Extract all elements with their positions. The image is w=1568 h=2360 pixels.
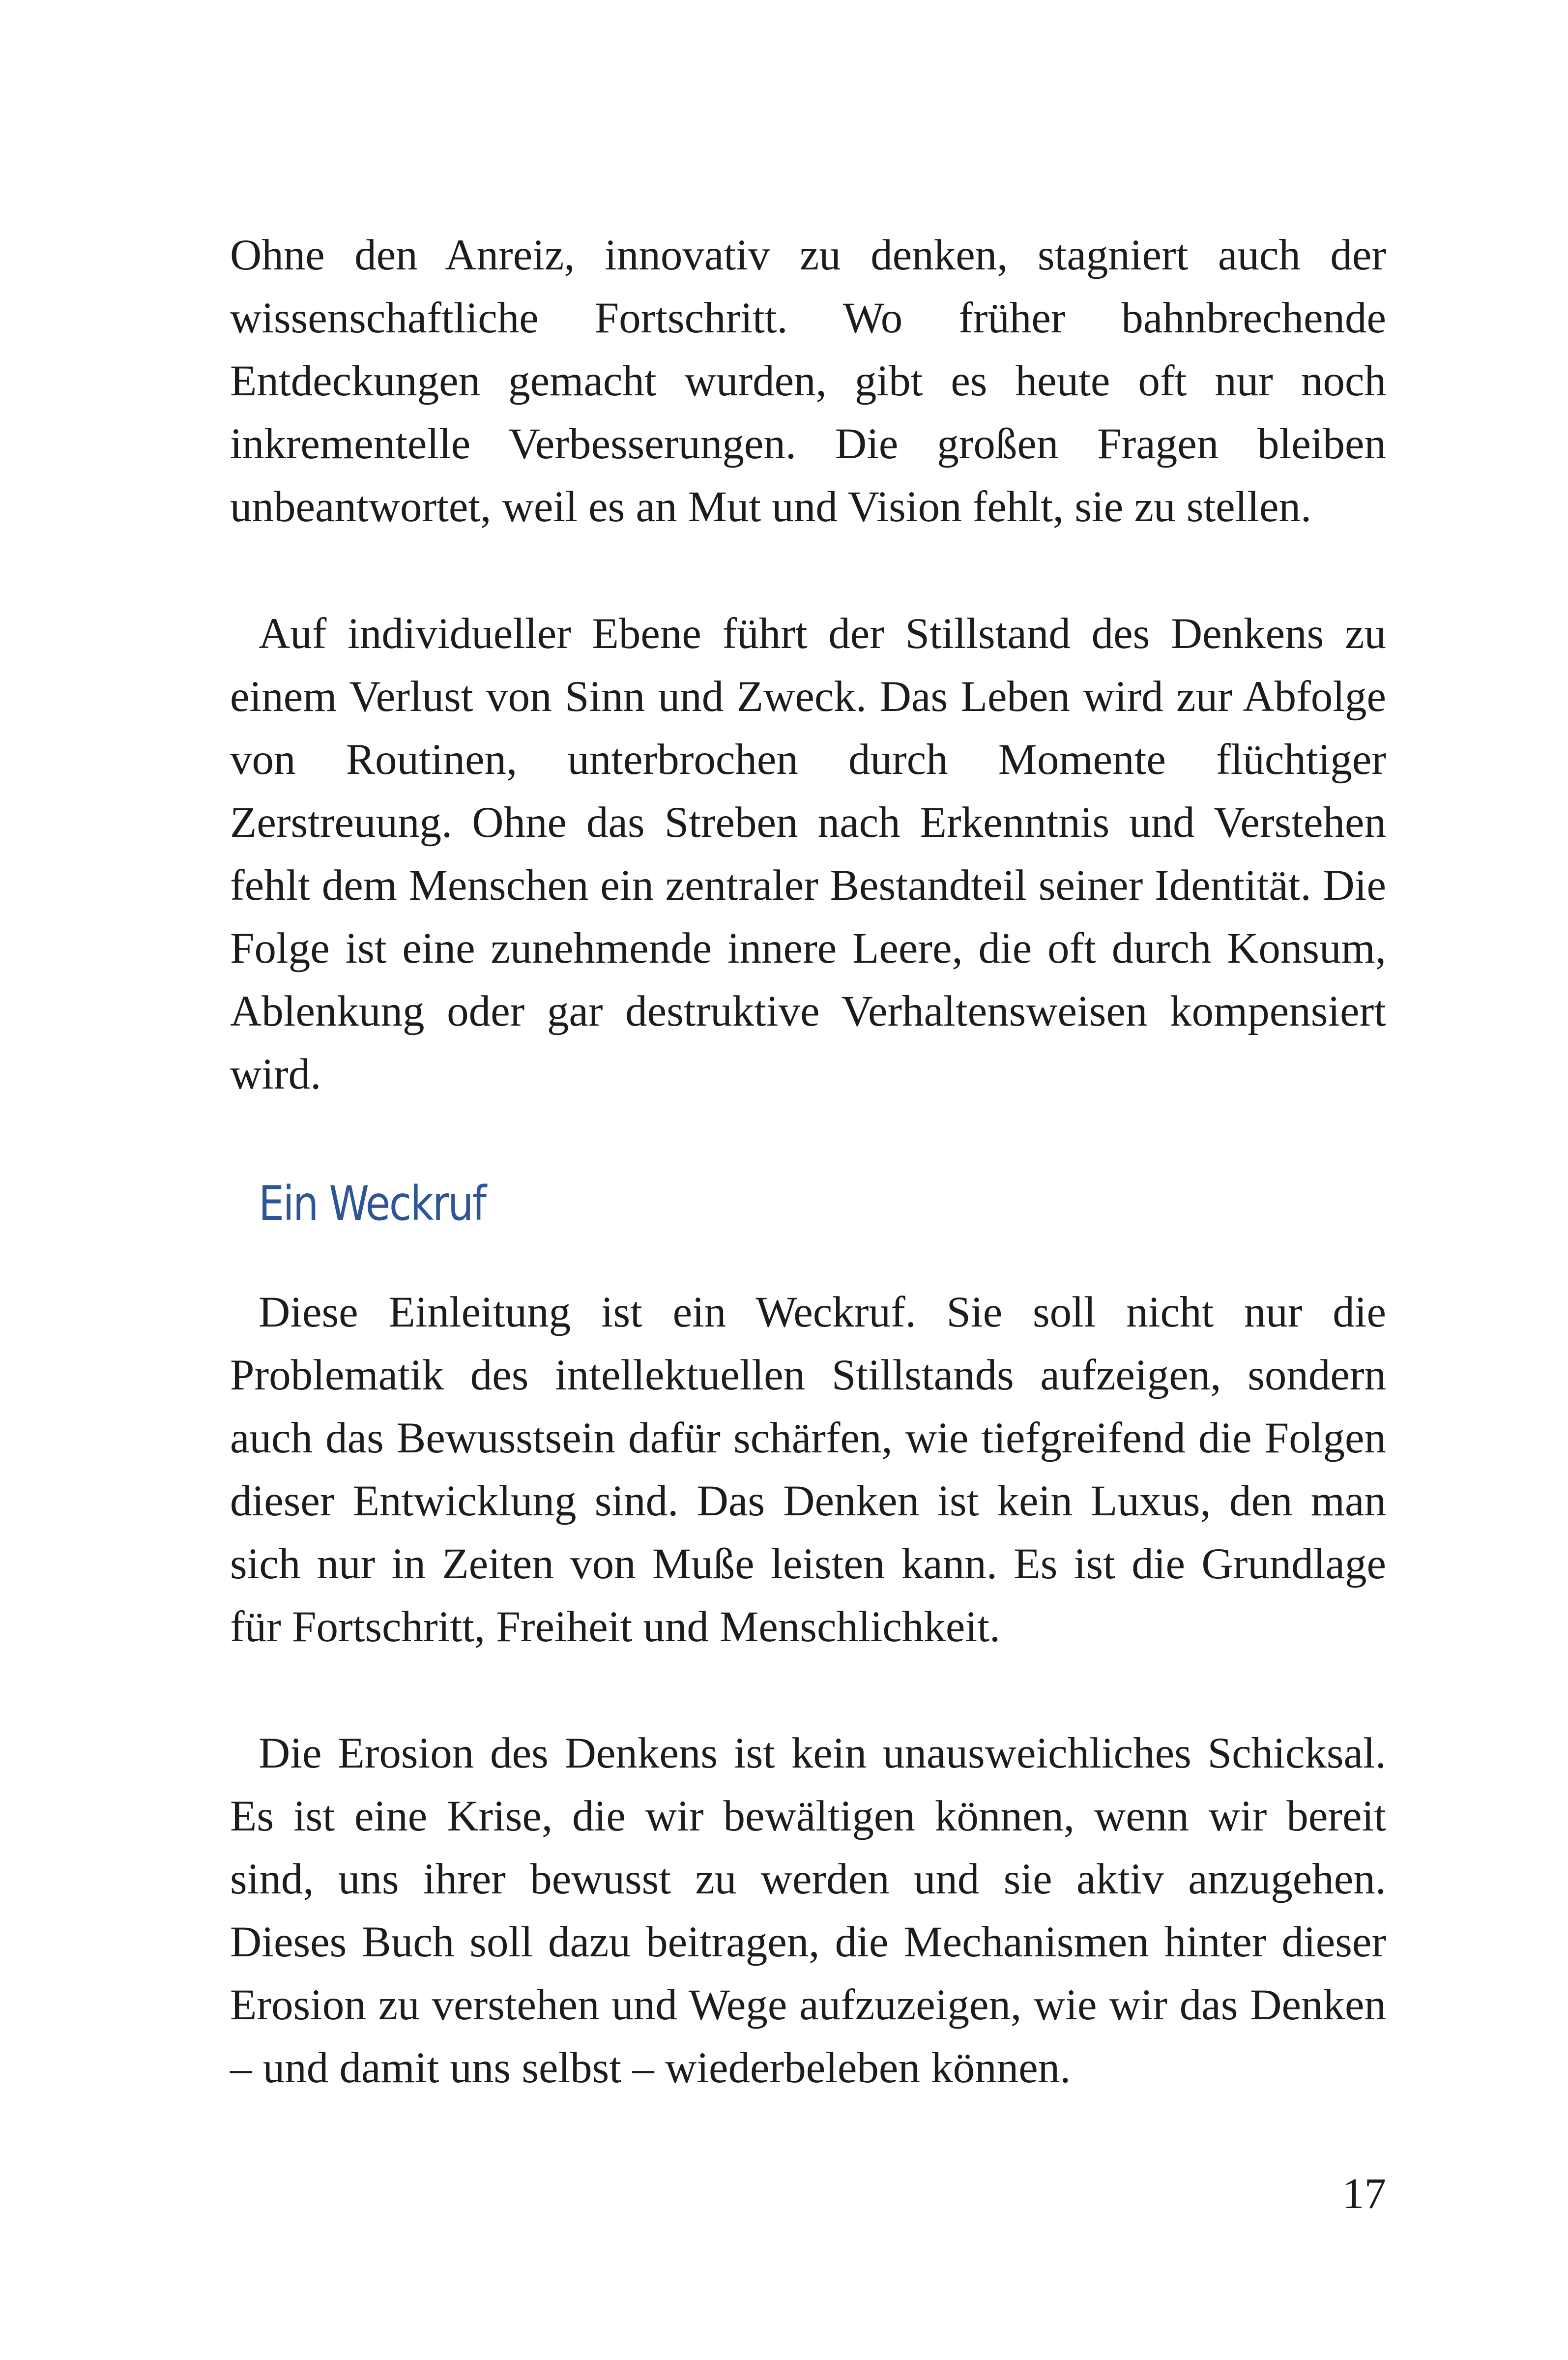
- paragraph-individual-level: Auf individueller Ebene führt der Stillstand des Denkens zu einem Verlust von Sinn und Zweck. Das Leben wird zur Abfolge von Routinen, unterbrochen durch Momente flüchtiger Zerstreuung. Ohne das Streben nach Erkenntnis und Verstehen fehlt dem Menschen ein zentraler Bestandteil seiner Identität. Die Folge ist eine zunehmende innere Leere, die oft durch Konsum, Ablenkung oder gar destruktive Verhaltensweisen kompensiert wird.: [230, 610, 1386, 1098]
- page-number: 17: [1342, 2170, 1386, 2218]
- paragraph-erosion-of-thinking: Die Erosion des Denkens ist kein unausweichliches Schicksal. Es ist eine Krise, die wir bewältigen können, wenn wir bereit sind, uns ihrer bewusst zu werden und sie aktiv anzugehen. Dieses Buch soll dazu beitragen, die Mechanismen hinter dieser Erosion zu verstehen und Wege aufzuzeigen, wie wir das Denken – und damit uns selbst – wiederbeleben können.: [230, 1729, 1386, 2092]
- paragraph-wake-up-call: Diese Einleitung ist ein Weckruf. Sie soll nicht nur die Problematik des intellektuellen Stillstands aufzeigen, sondern auch das Bewusstsein dafür schärfen, wie tiefgreifend die Folgen dieser Entwicklung sind. Das Denken ist kein Luxus, den man sich nur in Zeiten von Muße leisten kann. Es ist die Grundlage für Fortschritt, Freiheit und Menschlichkeit.: [230, 1288, 1386, 1651]
- paragraph-scientific-progress: Ohne den Anreiz, innovativ zu denken, stagniert auch der wissenschaftliche Fortschritt. Wo früher bahnbrechende Entdeckungen gemacht wurden, gibt es heute oft nur noch inkrementelle Verbesserungen. Die großen Fragen bleiben unbeantwortet, weil es an Mut und Vision fehlt, sie zu stellen.: [230, 231, 1386, 531]
- section-heading: Ein Weckruf: [259, 1176, 486, 1231]
